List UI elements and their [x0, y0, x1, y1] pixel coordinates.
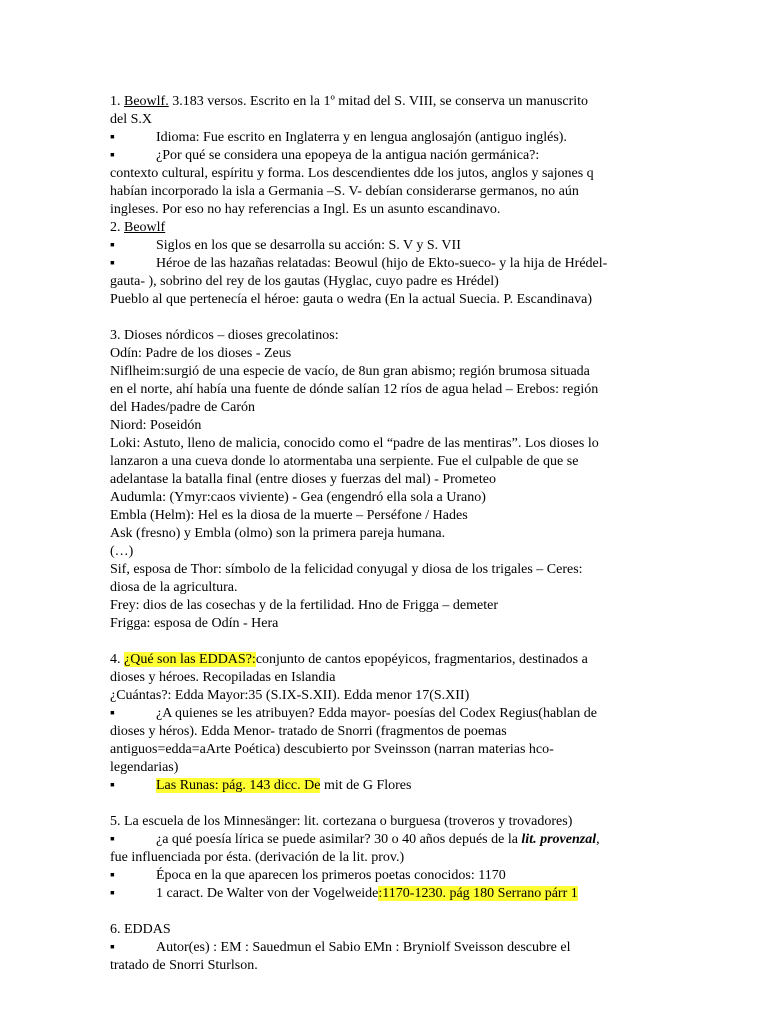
text-line: dioses y héros). Edda Menor- tratado de Snorri (fragmentos de poemas [110, 724, 507, 739]
text-line: diosa de la agricultura. [110, 580, 238, 595]
bullet-marker: ▪ [110, 148, 115, 163]
text-line: Loki: Astuto, lleno de malicia, conocido como el “padre de las mentiras”. Los dioses lo [110, 436, 599, 451]
bullet-item [110, 939, 650, 957]
section-number: 1. [110, 94, 124, 109]
text-line: en el norte, ahí había una fuente de dónde salían 12 ríos de agua helad – Erebos: región [110, 382, 599, 397]
notes-body [110, 93, 650, 975]
text-line: lanzaron a una cueva donde lo atormentaba una serpiente. Fue el culpable de que se [110, 454, 579, 469]
section-number: 4. [110, 652, 124, 667]
section-2-heading [110, 219, 650, 237]
section-number: 2. [110, 220, 124, 235]
section-3-heading: 3. Dioses nórdicos – dioses grecolatinos: [110, 328, 339, 343]
section-4-heading [110, 651, 650, 669]
bullet-marker: ▪ [110, 706, 115, 721]
bullet-text: ¿a qué poesía lírica se puede asimilar? 30 o 40 años depués de la [156, 832, 522, 847]
text-line: antiguos=edda=aArte Poética) descubierto por Sveinsson (narran materias hco- [110, 742, 554, 757]
text-line: dioses y héroes. Recopiladas en Islandia [110, 670, 336, 685]
section-3 [110, 327, 650, 633]
bullet-marker: ▪ [110, 778, 115, 793]
bullet-text: ¿Por qué se considera una epopeya de la antigua nación germánica?: [156, 148, 540, 163]
text-line: Embla (Helm): Hel es la diosa de la muerte – Perséfone / Hades [110, 508, 468, 523]
bullet-text: , [596, 832, 600, 847]
bullet-item [110, 885, 650, 903]
section-2-title: Beowlf [124, 220, 166, 235]
paragraph-gap [110, 633, 650, 651]
bullet-marker: ▪ [110, 886, 115, 901]
text-line: Odín: Padre de los dioses - Zeus [110, 346, 292, 361]
text-line: adelantase la batalla final (entre dioses y fuerzas del mal) - Prometeo [110, 472, 496, 487]
bullet-item [110, 255, 650, 273]
text-line: fue influenciada por ésta. (derivación de la lit. prov.) [110, 850, 405, 865]
text-line: Frey: dios de las cosechas y de la fertilidad. Hno de Frigga – demeter [110, 598, 498, 613]
text-line: Audumla: (Ymyr:caos viviente) - Gea (engendró ella sola a Urano) [110, 490, 486, 505]
bullet-text: Siglos en los que se desarrolla su acción: S. V y S. VII [156, 238, 461, 253]
text-line: del Hades/padre de Carón [110, 400, 255, 415]
section-1-heading [110, 93, 650, 111]
highlighted-question: ¿Qué son las EDDAS?: [124, 652, 256, 667]
bullet-text: Época en la que aparecen los primeros poetas conocidos: 1170 [156, 868, 506, 883]
section-4 [110, 651, 650, 795]
bullet-text: Autor(es) : EM : Sauedmun el Sabio EMn : Bryniolf Sveisson descubre el [156, 940, 571, 955]
text-line: Frigga: esposa de Odín - Hera [110, 616, 279, 631]
text-line: Pueblo al que pertenecía el héroe: gauta o wedra (En la actual Suecia. P. Escandinava) [110, 292, 593, 307]
bullet-item [110, 237, 650, 255]
emphasis-text: lit. provenzal [521, 832, 597, 847]
bullet-item [110, 831, 650, 849]
bullet-marker: ▪ [110, 868, 115, 883]
text-line: Niflheim:surgió de una especie de vacío, de 8un gran abismo; región brumosa situada [110, 364, 590, 379]
text-line: legendarias) [110, 760, 179, 775]
bullet-item [110, 777, 650, 795]
bullet-text: 1 caract. De Walter von der Vogelweide [156, 886, 379, 901]
paragraph-gap [110, 309, 650, 327]
section-5-heading: 5. La escuela de los Minnesänger: lit. cortezana o burguesa (troveros y trovadores) [110, 814, 573, 829]
section-2 [110, 219, 650, 309]
section-6 [110, 921, 650, 975]
text-line: Ask (fresno) y Embla (olmo) son la primera pareja humana. [110, 526, 446, 541]
bullet-text: Idioma: Fue escrito en Inglaterra y en lengua anglosajón (antiguo inglés). [156, 130, 567, 145]
text-line: habían incorporado la isla a Germania –S. V- debían considerarse germanos, no aún [110, 184, 579, 199]
bullet-text: Héroe de las hazañas relatadas: Beowul (hijo de Ekto-sueco- y la hija de Hrédel- [156, 256, 608, 271]
text-line: ¿Cuántas?: Edda Mayor:35 (S.IX-S.XII). Edda menor 17(S.XII) [110, 688, 470, 703]
bullet-marker: ▪ [110, 832, 115, 847]
highlighted-text: Las Runas: pág. 143 dicc. De [156, 778, 321, 793]
text-run: conjunto de cantos epopéyicos, fragmentarios, destinados a [255, 652, 588, 667]
text-line: (…) [110, 544, 134, 559]
section-1 [110, 93, 650, 219]
section-6-heading: 6. EDDAS [110, 922, 171, 937]
text-line: del S.X [110, 112, 152, 127]
bullet-item [110, 147, 650, 165]
bullet-marker: ▪ [110, 940, 115, 955]
paragraph-gap [110, 903, 650, 921]
section-5 [110, 813, 650, 903]
text-line: contexto cultural, espíritu y forma. Los descendientes dde los jutos, anglos y sajones q [110, 166, 594, 181]
bullet-text: ¿A quienes se les atribuyen? Edda mayor- poesías del Codex Regius(hablan de [156, 706, 597, 721]
text-line: ingleses. Por eso no hay referencias a Ingl. Es un asunto escandinavo. [110, 202, 501, 217]
text-run: 3.183 versos. Escrito en la 1º mitad del S. VIII, se conserva un manuscrito [168, 94, 589, 109]
text-line: tratado de Snorri Sturlson. [110, 958, 258, 973]
text-line: gauta- ), sobrino del rey de los gautas (Hyglac, cuyo padre es Hrédel) [110, 274, 499, 289]
bullet-marker: ▪ [110, 256, 115, 271]
text-line: Niord: Poseidón [110, 418, 202, 433]
bullet-text: mit de G Flores [320, 778, 412, 793]
text-line: Sif, esposa de Thor: símbolo de la felicidad conyugal y diosa de los trigales – Ceres: [110, 562, 583, 577]
bullet-item [110, 867, 650, 885]
section-1-title: Beowlf. [124, 94, 169, 109]
highlighted-text: :1170-1230. pág 180 Serrano párr 1 [378, 886, 578, 901]
bullet-item [110, 705, 650, 723]
bullet-marker: ▪ [110, 238, 115, 253]
bullet-marker: ▪ [110, 130, 115, 145]
paragraph-gap [110, 795, 650, 813]
bullet-item [110, 129, 650, 147]
